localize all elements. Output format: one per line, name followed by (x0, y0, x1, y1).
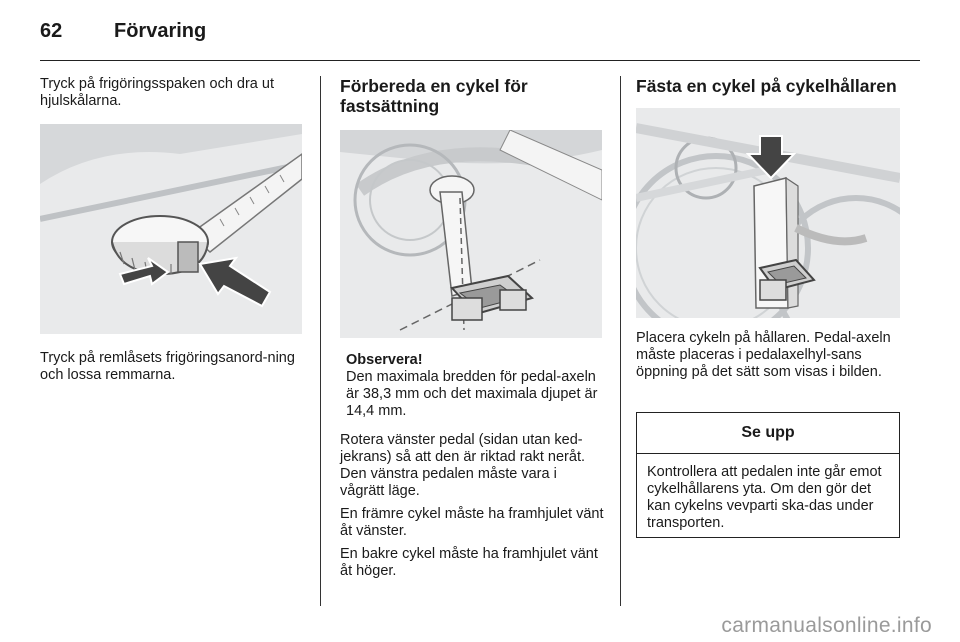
column-right-lower (636, 330, 902, 381)
paragraph-release-lever: Tryck på frigöringsspaken och dra ut hjulskålarna. (40, 76, 274, 109)
column-middle (340, 76, 602, 116)
paragraph-rear-bike: En bakre cykel måste ha framhjulet vänt åt höger. (340, 546, 598, 579)
page-number: 62 (40, 20, 63, 42)
note-block (346, 352, 602, 420)
chapter-title: Förvaring (114, 20, 207, 42)
note-title: Observera! (346, 352, 423, 368)
page-header (40, 18, 920, 58)
paragraph-rotate-pedal: Rotera vänster pedal (sidan utan ked-jekrans) så att den är riktad rakt neråt. Den vänstra pedalen måste vara i vågrätt läge. (340, 432, 585, 499)
illustration-attach (636, 108, 900, 318)
header-rule (40, 60, 920, 61)
caution-body (637, 454, 899, 542)
column-divider-1 (320, 76, 321, 606)
paragraph-strap-release: Tryck på remlåsets frigöringsanord-ning och lossa remmarna. (40, 350, 295, 383)
note-text: Den maximala bredden för pedal-axeln är 38,3 mm och det maximala djupet är 14,4 mm. (346, 369, 598, 419)
paragraph-place-bike: Placera cykeln på hållaren. Pedal-axeln måste placeras i pedalaxelhyl-sans öppning på det sätt som visas i bilden. (636, 330, 891, 380)
illustration-pedal (340, 130, 602, 338)
column-middle-lower (340, 432, 604, 580)
illustration-wheel-cup (40, 124, 302, 334)
paragraph-front-bike: En främre cykel måste ha framhjulet vänt åt vänster. (340, 506, 604, 539)
column-divider-2 (620, 76, 621, 606)
caution-box (636, 412, 900, 538)
heading-prepare-bike: Förbereda en cykel för fastsättning (340, 76, 528, 116)
column-left (40, 76, 302, 110)
caution-text: Kontrollera att pedalen inte går emot cykelhållarens yta. Om den gör det kan cykelns vevparti ska-das under transporten. (647, 464, 882, 531)
heading-attach-bike: Fästa en cykel på cykelhållaren (636, 76, 897, 96)
column-left-lower (40, 350, 302, 384)
column-right (636, 76, 900, 96)
caution-title: Se upp (637, 413, 899, 454)
watermark: carmanualsonline.info (721, 614, 932, 637)
